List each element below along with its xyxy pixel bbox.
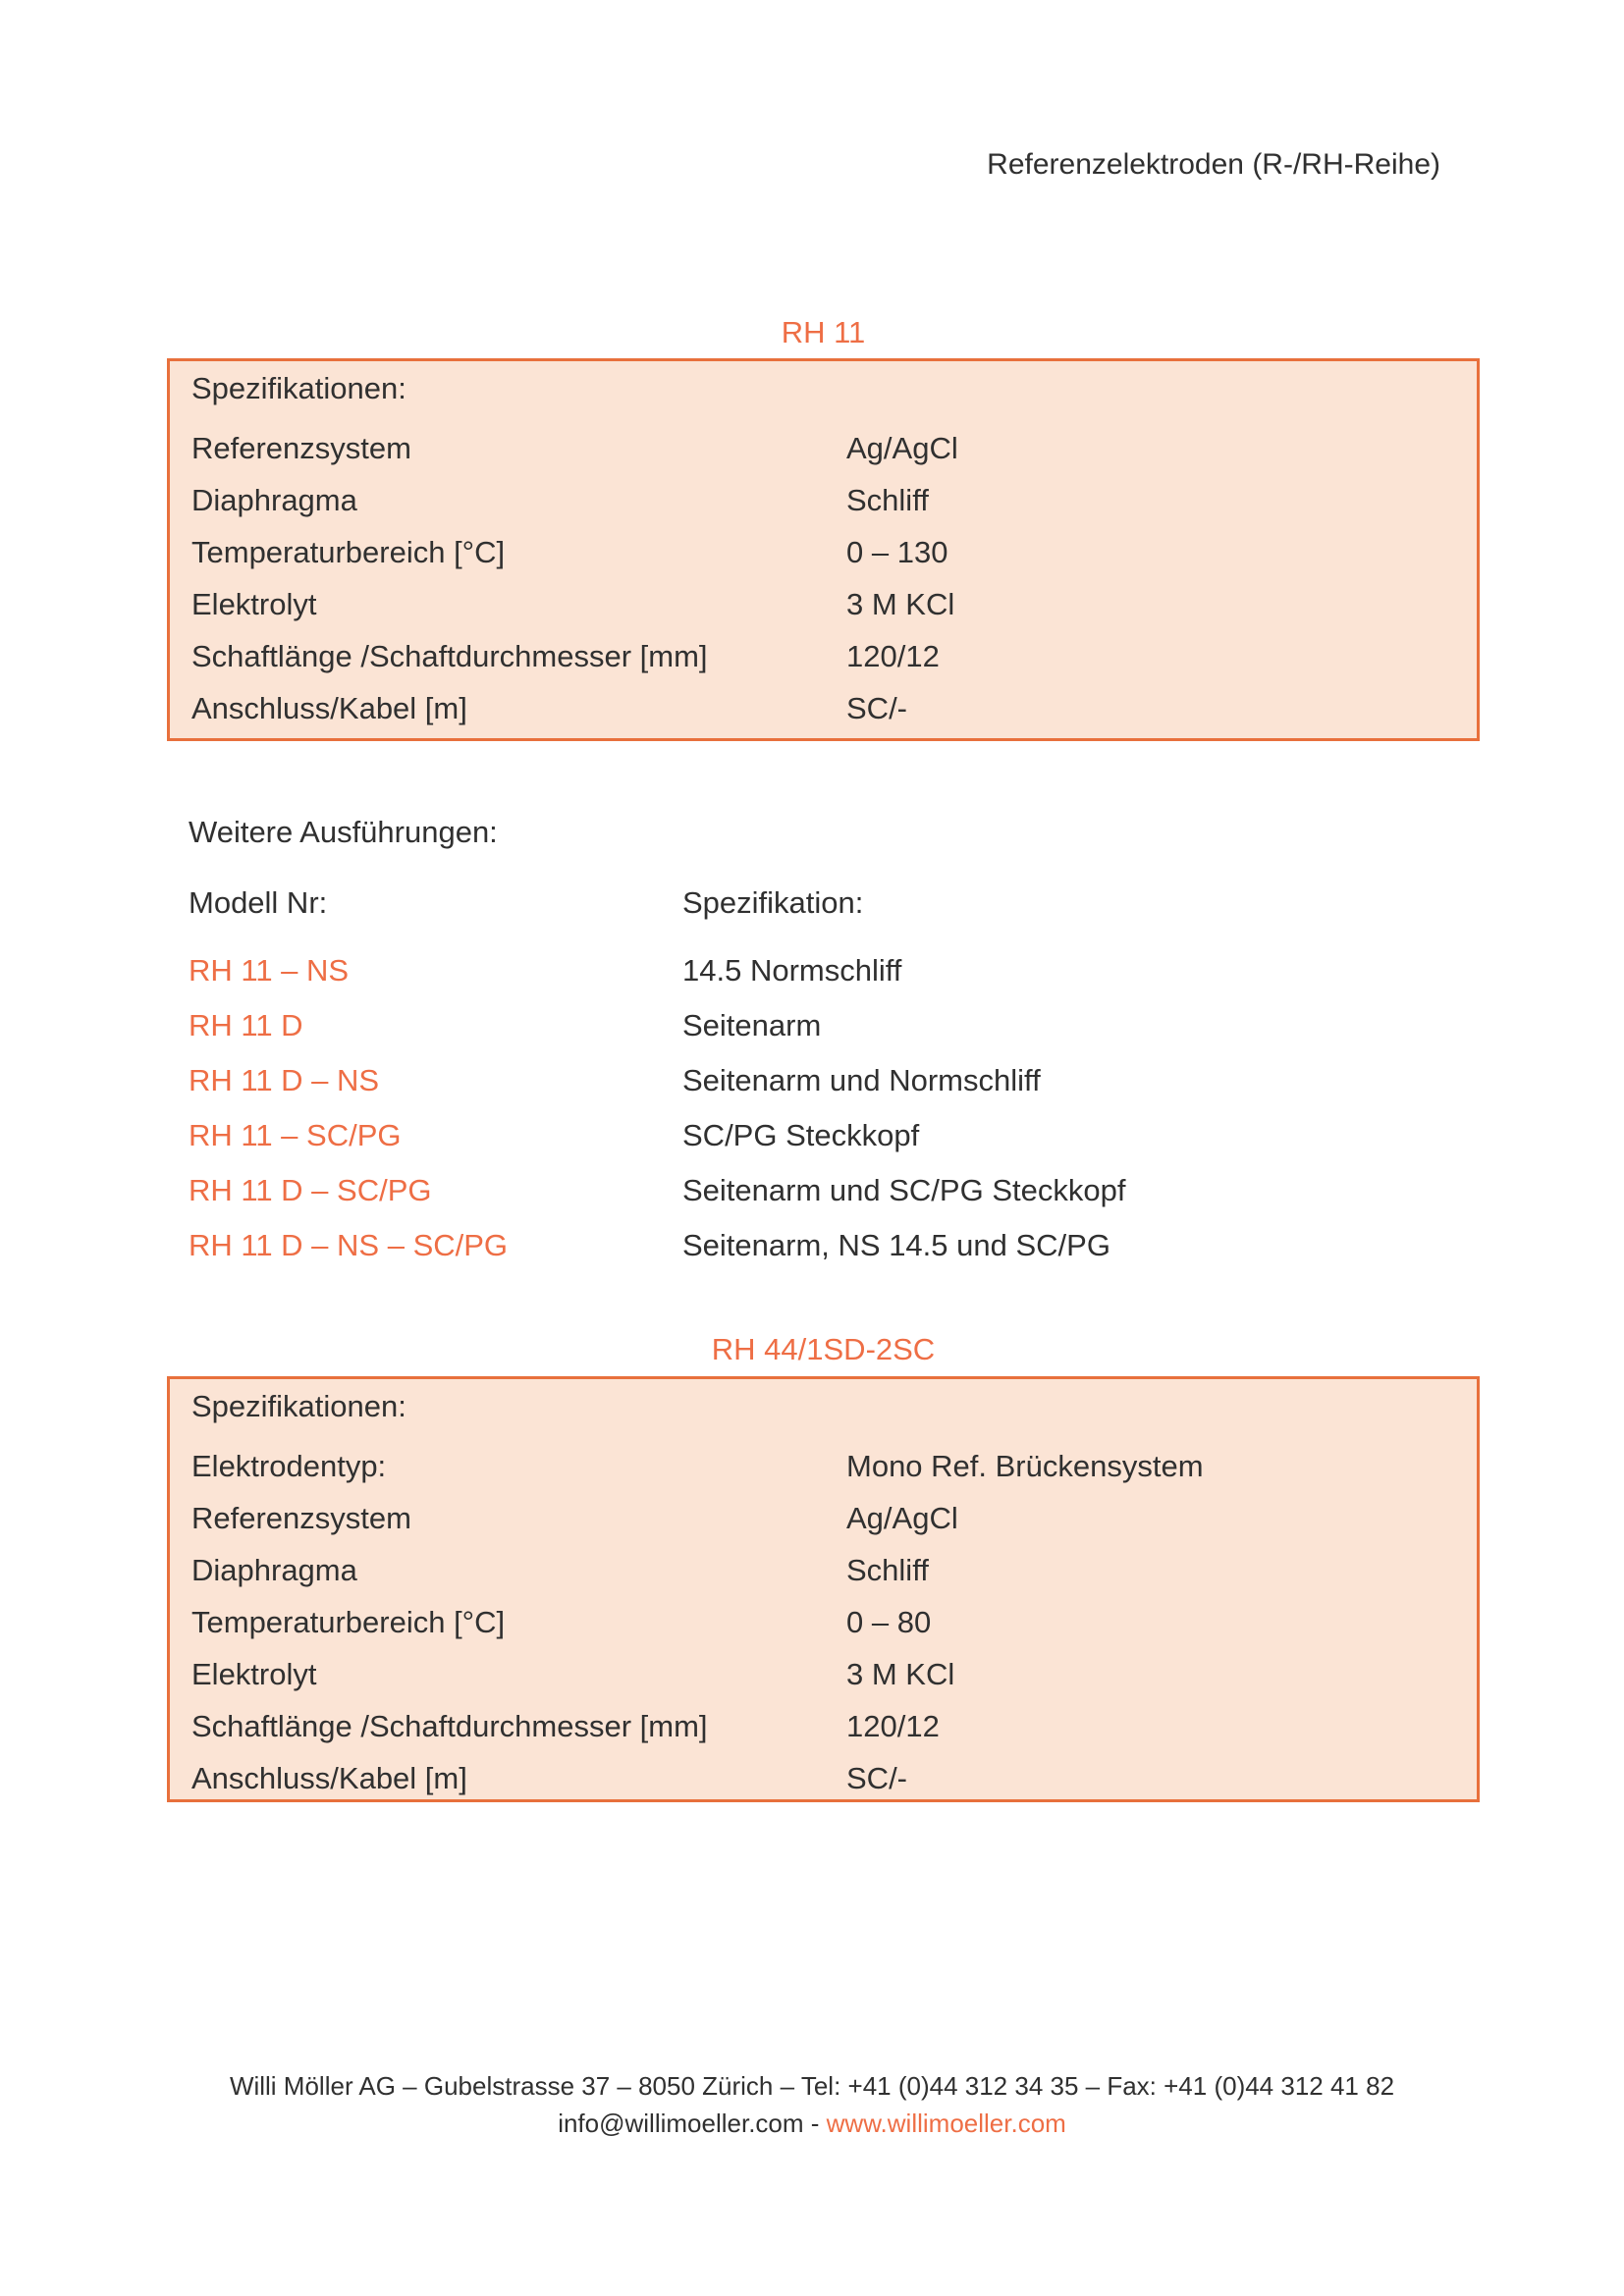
variants-column-headers: [189, 883, 863, 923]
variant-row: [189, 998, 1125, 1053]
spec-label: Anschluss/Kabel [m]: [191, 1761, 467, 1795]
spec-value: 0 – 80: [846, 1605, 932, 1639]
spec-row: [191, 682, 1455, 734]
spec-label: Elektrolyt: [191, 587, 317, 621]
spec-box-rh44: [167, 1376, 1480, 1802]
variant-model: RH 11 – SC/PG: [189, 1118, 402, 1152]
footer-separator: -: [803, 2109, 827, 2138]
variant-model: RH 11 – NS: [189, 953, 350, 988]
spec-box-rh11: [167, 358, 1480, 741]
spec-value: SC/-: [846, 1761, 907, 1795]
spec-label: Elektrodentyp:: [191, 1449, 387, 1483]
variant-spec: Seitenarm: [682, 1008, 822, 1042]
spec-label: Anschluss/Kabel [m]: [191, 691, 467, 725]
spec-row: [191, 630, 1455, 682]
spec-row: [191, 474, 1455, 526]
spec-label: Referenzsystem: [191, 431, 411, 465]
variant-row: [189, 1108, 1125, 1163]
footer-email: info@willimoeller.com: [558, 2109, 804, 2138]
variant-model: RH 11 D – NS: [189, 1063, 380, 1097]
spec-label: Schaftlänge /Schaftdurchmesser [mm]: [191, 1709, 708, 1743]
variant-spec: Seitenarm, NS 14.5 und SC/PG: [682, 1228, 1110, 1262]
spec-row: [191, 578, 1455, 630]
spec-value: Ag/AgCl: [846, 1501, 958, 1535]
spec-label: Diaphragma: [191, 483, 357, 517]
variants-col2-header: Spezifikation:: [682, 885, 864, 920]
spec-value: 120/12: [846, 639, 940, 673]
spec-value: Mono Ref. Brückensystem: [846, 1449, 1204, 1483]
spec-value: SC/-: [846, 691, 907, 725]
spec-label: Elektrolyt: [191, 1657, 317, 1691]
section-title-rh11: RH 11: [781, 315, 866, 349]
spec-row: [191, 1492, 1455, 1544]
variant-row: [189, 943, 1125, 998]
spec-row: [191, 422, 1455, 474]
spec-value: Schliff: [846, 483, 929, 517]
spec-label: Schaftlänge /Schaftdurchmesser [mm]: [191, 639, 708, 673]
variant-spec: Seitenarm und Normschliff: [682, 1063, 1041, 1097]
footer-website-link[interactable]: www.willimoeller.com: [826, 2109, 1066, 2138]
spec-value: 3 M KCl: [846, 1657, 955, 1691]
page-footer: [0, 2067, 1624, 2142]
variants-col1-header: Modell Nr:: [189, 885, 328, 920]
spec-value: 0 – 130: [846, 535, 948, 569]
spec-heading: Spezifikationen:: [191, 1389, 406, 1423]
spec-heading: Spezifikationen:: [191, 371, 406, 405]
spec-value: Ag/AgCl: [846, 431, 958, 465]
variant-row: [189, 1218, 1125, 1273]
variant-row: [189, 1053, 1125, 1108]
spec-row: [191, 1752, 1455, 1802]
variant-spec: Seitenarm und SC/PG Steckkopf: [682, 1173, 1126, 1207]
spec-value: 3 M KCl: [846, 587, 955, 621]
section-title-rh44: RH 44/1SD-2SC: [711, 1332, 936, 1366]
variant-row: [189, 1163, 1125, 1218]
spec-label: Temperaturbereich [°C]: [191, 1605, 506, 1639]
variant-spec: SC/PG Steckkopf: [682, 1118, 920, 1152]
spec-row: [191, 1596, 1455, 1648]
spec-row: [191, 1544, 1455, 1596]
spec-label: Diaphragma: [191, 1553, 357, 1587]
spec-value: Schliff: [846, 1553, 929, 1587]
spec-row: [191, 1440, 1455, 1492]
page-header-title: Referenzelektroden (R-/RH-Reihe): [987, 148, 1440, 181]
spec-label: Referenzsystem: [191, 1501, 411, 1535]
variant-model: RH 11 D: [189, 1008, 303, 1042]
variant-spec: 14.5 Normschliff: [682, 953, 902, 988]
spec-label: Temperaturbereich [°C]: [191, 535, 506, 569]
spec-value: 120/12: [846, 1709, 940, 1743]
spec-row: [191, 1700, 1455, 1752]
variant-model: RH 11 D – NS – SC/PG: [189, 1228, 509, 1262]
spec-row: [191, 1648, 1455, 1700]
variants-heading: Weitere Ausführungen:: [189, 815, 498, 849]
footer-contact-line: [0, 2105, 1624, 2142]
variant-model: RH 11 D – SC/PG: [189, 1173, 432, 1207]
spec-row: [191, 526, 1455, 578]
variants-list: [189, 943, 1125, 1273]
footer-address-line: Willi Möller AG – Gubelstrasse 37 – 8050 Zürich – Tel: +41 (0)44 312 34 35 – Fax: +41 (0)44 312 41 82: [229, 2071, 1395, 2101]
